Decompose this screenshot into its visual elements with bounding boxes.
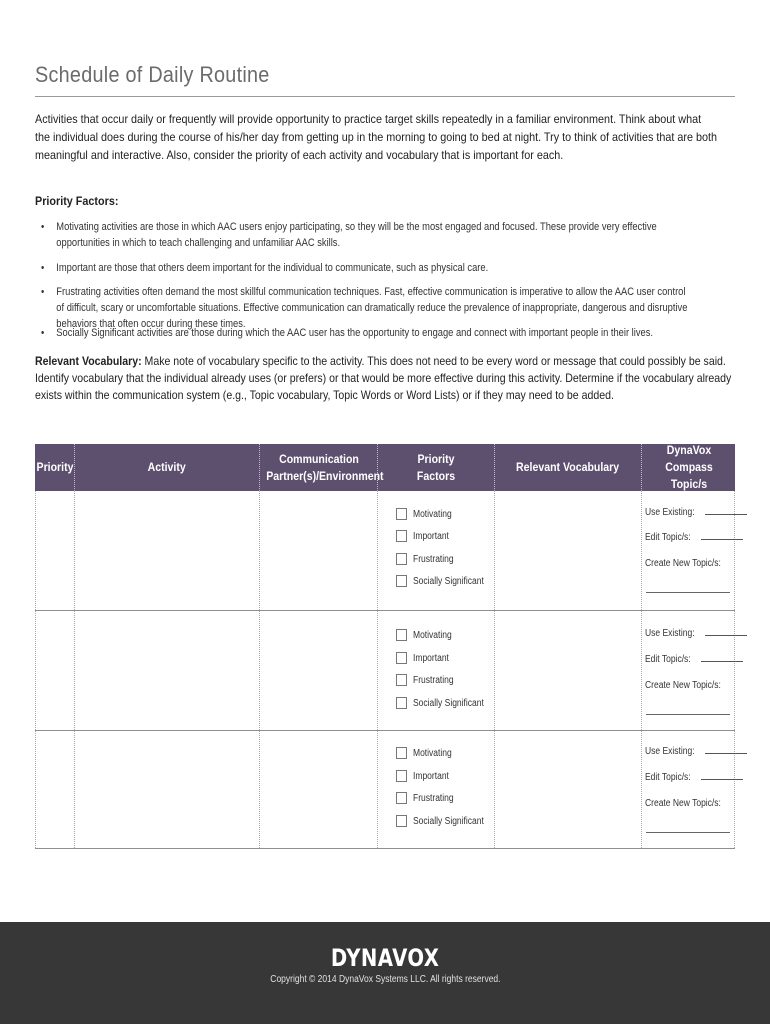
edit-topic-line[interactable]: [701, 531, 743, 540]
header-activity: Activity: [75, 444, 260, 491]
checkbox-label: Motivating: [413, 629, 452, 641]
priority-factors-heading: Priority Factors:: [35, 194, 119, 208]
checkbox-box[interactable]: [396, 792, 407, 804]
edit-topic-label: Edit Topic/s:: [645, 532, 691, 543]
use-existing-line[interactable]: [705, 745, 747, 754]
table-row: [35, 491, 735, 611]
header-priority: Priority: [35, 444, 75, 491]
bullet-dot: •: [41, 221, 45, 233]
checkbox-box[interactable]: [396, 815, 407, 827]
header-partner: Communication Partner(s)/Environment: [260, 444, 378, 491]
title-divider: [35, 96, 735, 97]
checkbox-important[interactable]: [396, 528, 455, 544]
checkbox-socially-significant[interactable]: [396, 813, 496, 829]
use-existing-field[interactable]: [645, 745, 747, 757]
checkbox-box[interactable]: [396, 770, 407, 782]
bullet-dot: •: [41, 262, 45, 274]
relevant-vocabulary-paragraph: [35, 353, 735, 404]
create-new-topic-line[interactable]: [646, 592, 730, 593]
header-relevant-vocabulary: Relevant Vocabulary: [495, 444, 642, 491]
checkbox-label: Socially Significant: [413, 815, 484, 827]
bullet-important: [41, 260, 696, 276]
header-priority-factors: Priority Factors: [378, 444, 495, 491]
checkbox-box[interactable]: [396, 652, 407, 664]
use-existing-field[interactable]: [645, 506, 747, 518]
checkbox-frustrating[interactable]: [396, 672, 461, 688]
checkbox-label: Frustrating: [413, 792, 454, 804]
create-new-topic-field[interactable]: [645, 680, 734, 691]
checkbox-motivating[interactable]: [396, 506, 459, 522]
relevant-vocabulary-cell[interactable]: [495, 731, 642, 848]
checkbox-motivating[interactable]: [396, 627, 459, 643]
use-existing-line[interactable]: [705, 506, 747, 515]
activity-cell[interactable]: [75, 491, 260, 610]
checkbox-box[interactable]: [396, 697, 407, 709]
checkbox-label: Motivating: [413, 747, 452, 759]
checkbox-label: Important: [413, 530, 449, 542]
header-compass-topics: DynaVox Compass Topic/s: [664, 443, 713, 491]
checkbox-box[interactable]: [396, 747, 407, 759]
edit-topic-line[interactable]: [701, 771, 743, 780]
checkbox-box[interactable]: [396, 674, 407, 686]
checkbox-socially-significant[interactable]: [396, 695, 496, 711]
bullet-text: Important are those that others deem important for the individual to communicate, such as physical care.: [56, 262, 489, 274]
create-new-topic-field[interactable]: [645, 798, 734, 809]
edit-topic-line[interactable]: [701, 653, 743, 662]
page-title: Schedule of Daily Routine: [35, 62, 270, 87]
checkbox-box[interactable]: [396, 553, 407, 565]
partner-cell[interactable]: [260, 611, 378, 730]
checkbox-box[interactable]: [396, 629, 407, 641]
checkbox-important[interactable]: [396, 768, 455, 784]
create-new-topic-field[interactable]: [645, 558, 734, 569]
edit-topic-field[interactable]: [645, 771, 743, 783]
checkbox-label: Frustrating: [413, 674, 454, 686]
edit-topic-field[interactable]: [645, 653, 743, 665]
checkbox-socially-significant[interactable]: [396, 573, 496, 589]
checkbox-box[interactable]: [396, 530, 407, 542]
priority-cell[interactable]: [35, 611, 75, 730]
table-header: [35, 444, 735, 491]
partner-cell[interactable]: [260, 731, 378, 848]
table-row: [35, 731, 735, 849]
relevant-vocabulary-cell[interactable]: [495, 611, 642, 730]
relevant-vocabulary-text: Make note of vocabulary specific to the activity. This does not need to be every word or message that could possibly be said. Identify vocabulary that the individual already uses (or prefers) or that would be more effective during this activity. Determine if the vocabulary already exists within the communication system (e.g., Topic vocabulary, Topic Words or Word Lists) or if they may need to be added.: [35, 354, 732, 402]
page-footer: [0, 922, 770, 1024]
checkbox-motivating[interactable]: [396, 745, 459, 761]
create-new-topic-line[interactable]: [646, 714, 730, 715]
priority-cell[interactable]: [35, 491, 75, 610]
bullet-motivating: [41, 219, 696, 251]
priority-cell[interactable]: [35, 731, 75, 848]
edit-topic-label: Edit Topic/s:: [645, 654, 691, 665]
activity-cell[interactable]: [75, 611, 260, 730]
edit-topic-label: Edit Topic/s:: [645, 772, 691, 783]
use-existing-label: Use Existing:: [645, 628, 695, 639]
bullet-socially-significant: [41, 325, 696, 341]
create-new-topic-label: Create New Topic/s:: [645, 798, 721, 809]
bullet-dot: •: [41, 327, 45, 339]
bullet-dot: •: [41, 286, 45, 298]
create-new-topic-label: Create New Topic/s:: [645, 558, 721, 569]
bullet-text: Frustrating activities often demand the most skillful communication techniques. Fast, effective communication is imperative to allow the AAC user control of difficult, scary or uncomfortable situations. Effective communication can dramatically reduce the prevalence of inappropriate, dangerous and disruptive behaviors that often occur during these times.: [56, 286, 688, 330]
use-existing-label: Use Existing:: [645, 507, 695, 518]
create-new-topic-label: Create New Topic/s:: [645, 680, 721, 691]
activity-cell[interactable]: [75, 731, 260, 848]
checkbox-box[interactable]: [396, 575, 407, 587]
bullet-text: Socially Significant activities are those during which the AAC user has the opportunity to engage and connect with important people in their lives.: [56, 327, 653, 339]
use-existing-field[interactable]: [645, 627, 747, 639]
checkbox-label: Motivating: [413, 508, 452, 520]
copyright-text: Copyright © 2014 DynaVox Systems LLC. All rights reserved.: [269, 974, 501, 985]
use-existing-label: Use Existing:: [645, 746, 695, 757]
checkbox-label: Socially Significant: [413, 697, 484, 709]
relevant-vocabulary-label: Relevant Vocabulary:: [35, 354, 142, 368]
use-existing-line[interactable]: [705, 627, 747, 636]
bullet-text: Motivating activities are those in which AAC users enjoy participating, so they will be the most engaged and focused. These provide very effective opportunities in which to teach challenging and unfamiliar AAC skills.: [56, 221, 657, 249]
checkbox-label: Socially Significant: [413, 575, 484, 587]
checkbox-frustrating[interactable]: [396, 790, 461, 806]
edit-topic-field[interactable]: [645, 531, 743, 543]
checkbox-important[interactable]: [396, 650, 455, 666]
create-new-topic-line[interactable]: [646, 832, 730, 833]
dynavox-logo: DYNAVOX: [330, 944, 440, 972]
relevant-vocabulary-cell[interactable]: [495, 491, 642, 610]
partner-cell[interactable]: [260, 491, 378, 610]
checkbox-frustrating[interactable]: [396, 551, 461, 567]
checkbox-label: Important: [413, 652, 449, 664]
checkbox-label: Important: [413, 770, 449, 782]
checkbox-label: Frustrating: [413, 553, 454, 565]
intro-paragraph: Activities that occur daily or frequently will provide opportunity to practice target skills repeatedly in a familiar environment. Think about what the individual does during the course of his/her day from getting up in the morning to going to bed at night. Try to think of activities that are both meaningful and interactive. Also, consider the priority of each activity and vocabulary that is important for each.: [35, 112, 718, 162]
table-row: [35, 611, 735, 731]
checkbox-box[interactable]: [396, 508, 407, 520]
